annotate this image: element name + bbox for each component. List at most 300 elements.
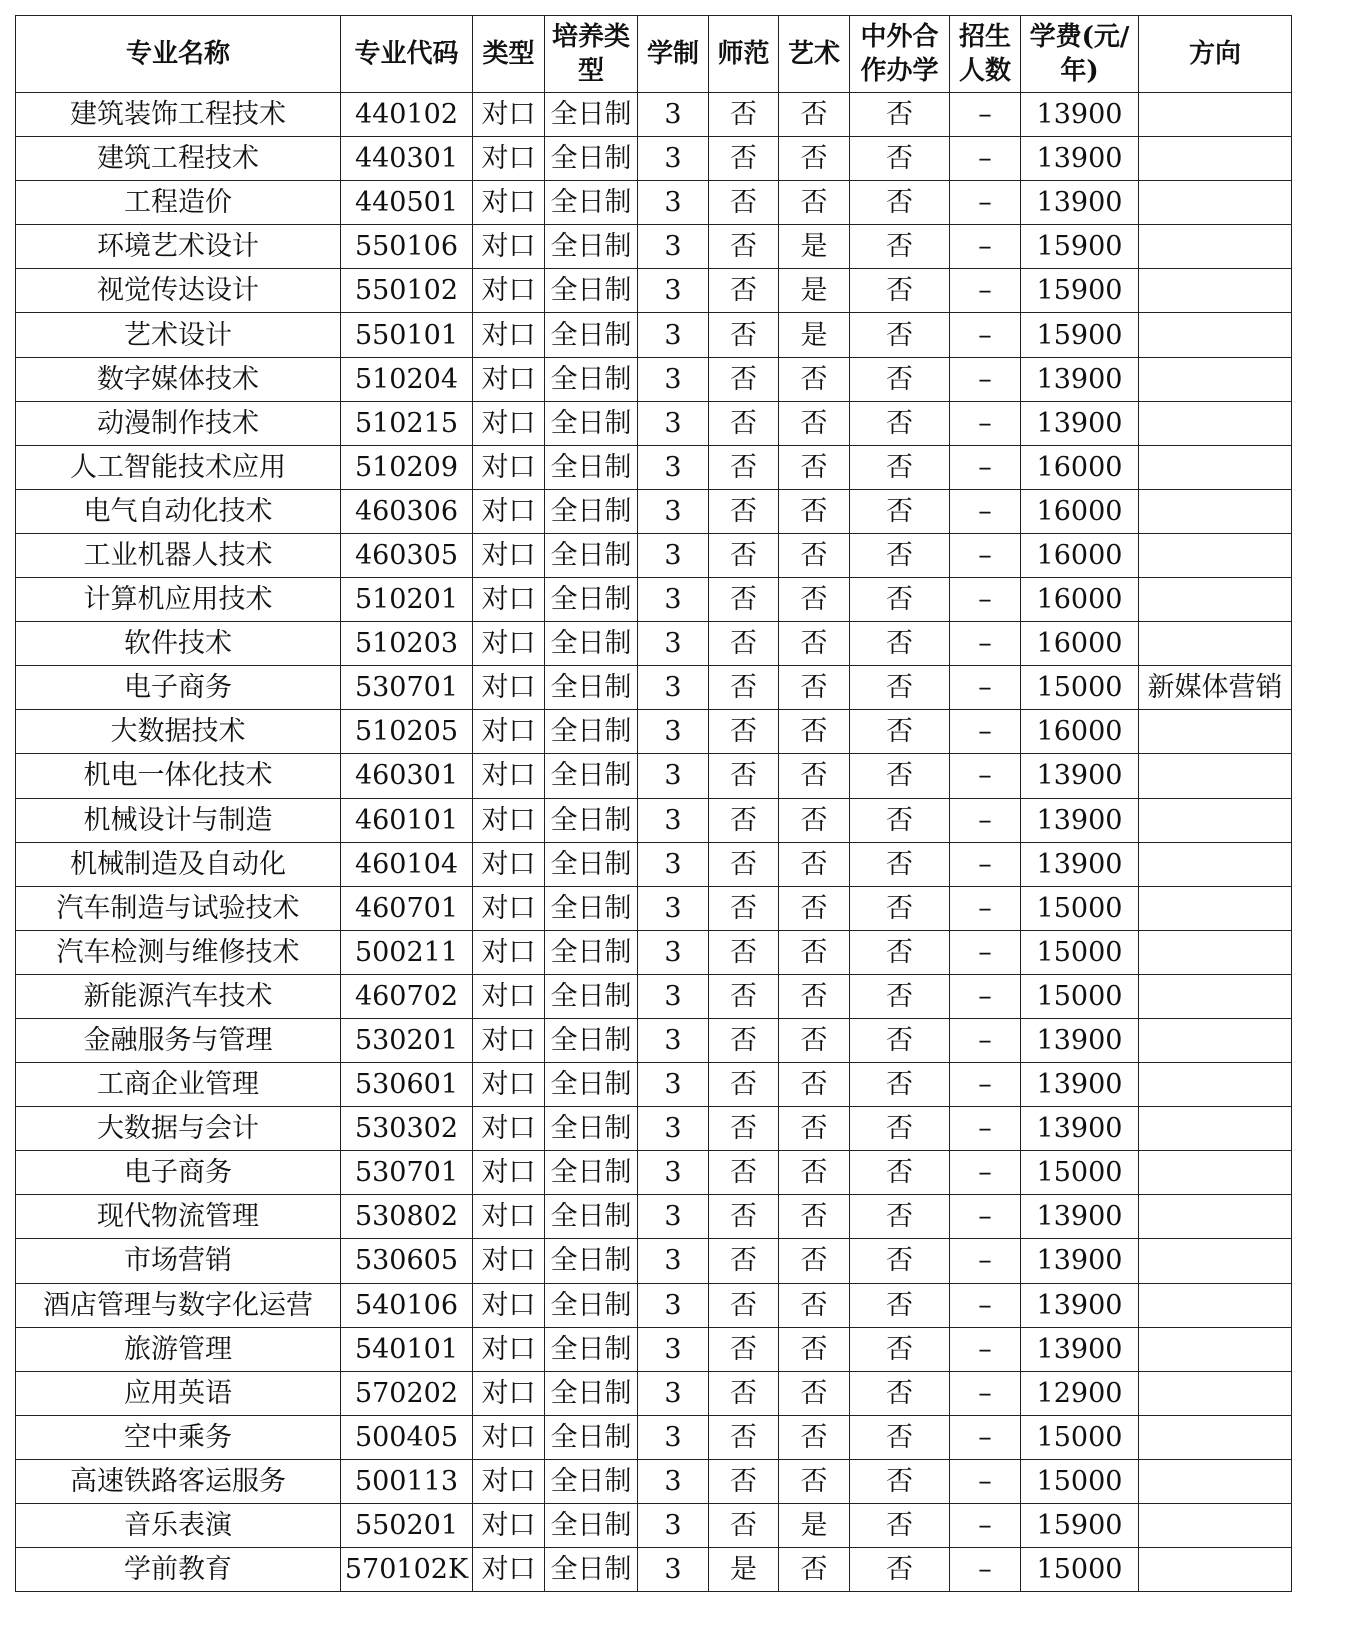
- cell-sinoforeign: 否: [850, 93, 950, 137]
- cell-art: 否: [779, 974, 850, 1018]
- cell-quota: –: [950, 710, 1021, 754]
- cell-name: 旅游管理: [16, 1327, 341, 1371]
- cell-normal: 否: [709, 533, 779, 577]
- cell-fee: 12900: [1021, 1371, 1139, 1415]
- cell-mode: 全日制: [545, 1371, 638, 1415]
- cell-type: 对口: [473, 798, 545, 842]
- cell-fee: 16000: [1021, 445, 1139, 489]
- cell-art: 否: [779, 489, 850, 533]
- cell-type: 对口: [473, 445, 545, 489]
- cell-art: 否: [779, 798, 850, 842]
- cell-quota: –: [950, 1063, 1021, 1107]
- cell-type: 对口: [473, 930, 545, 974]
- cell-sinoforeign: 否: [850, 886, 950, 930]
- table-row: [16, 445, 1292, 489]
- cell-years: 3: [638, 1415, 709, 1459]
- cell-name: 大数据技术: [16, 710, 341, 754]
- cell-type: 对口: [473, 1063, 545, 1107]
- cell-direction: [1139, 754, 1292, 798]
- cell-direction: [1139, 1415, 1292, 1459]
- cell-art: 是: [779, 269, 850, 313]
- cell-fee: 15900: [1021, 269, 1139, 313]
- table-row: [16, 886, 1292, 930]
- table-row: [16, 1063, 1292, 1107]
- cell-normal: 否: [709, 1504, 779, 1548]
- cell-fee: 13900: [1021, 401, 1139, 445]
- cell-quota: –: [950, 1371, 1021, 1415]
- cell-code: 530201: [341, 1018, 473, 1062]
- cell-years: 3: [638, 1195, 709, 1239]
- cell-name: 艺术设计: [16, 313, 341, 357]
- cell-years: 3: [638, 357, 709, 401]
- cell-normal: 否: [709, 445, 779, 489]
- table-row: [16, 1415, 1292, 1459]
- cell-fee: 15000: [1021, 1459, 1139, 1503]
- cell-art: 否: [779, 842, 850, 886]
- cell-sinoforeign: 否: [850, 578, 950, 622]
- cell-direction: [1139, 93, 1292, 137]
- cell-sinoforeign: 否: [850, 710, 950, 754]
- cell-normal: 否: [709, 754, 779, 798]
- cell-years: 3: [638, 489, 709, 533]
- cell-normal: 否: [709, 1415, 779, 1459]
- cell-direction: [1139, 1239, 1292, 1283]
- cell-code: 510204: [341, 357, 473, 401]
- cell-type: 对口: [473, 1548, 545, 1592]
- cell-type: 对口: [473, 533, 545, 577]
- cell-name: 视觉传达设计: [16, 269, 341, 313]
- cell-mode: 全日制: [545, 1239, 638, 1283]
- column-header-art: 艺术: [779, 16, 850, 93]
- header-row: [16, 16, 1292, 93]
- cell-art: 否: [779, 1459, 850, 1503]
- cell-art: 否: [779, 357, 850, 401]
- cell-type: 对口: [473, 1239, 545, 1283]
- cell-quota: –: [950, 666, 1021, 710]
- cell-name: 工商企业管理: [16, 1063, 341, 1107]
- cell-art: 否: [779, 578, 850, 622]
- cell-sinoforeign: 否: [850, 1459, 950, 1503]
- table-row: [16, 578, 1292, 622]
- cell-code: 550106: [341, 225, 473, 269]
- cell-art: 否: [779, 1283, 850, 1327]
- cell-years: 3: [638, 269, 709, 313]
- cell-years: 3: [638, 798, 709, 842]
- cell-fee: 15900: [1021, 225, 1139, 269]
- cell-normal: 否: [709, 313, 779, 357]
- cell-years: 3: [638, 1151, 709, 1195]
- cell-code: 440501: [341, 181, 473, 225]
- cell-quota: –: [950, 1283, 1021, 1327]
- cell-mode: 全日制: [545, 181, 638, 225]
- cell-name: 计算机应用技术: [16, 578, 341, 622]
- cell-fee: 13900: [1021, 1239, 1139, 1283]
- table-row: [16, 269, 1292, 313]
- cell-fee: 15000: [1021, 1548, 1139, 1592]
- cell-normal: 否: [709, 401, 779, 445]
- cell-normal: 否: [709, 798, 779, 842]
- cell-fee: 13900: [1021, 137, 1139, 181]
- cell-code: 540101: [341, 1327, 473, 1371]
- cell-sinoforeign: 否: [850, 445, 950, 489]
- table-row: [16, 1548, 1292, 1592]
- cell-sinoforeign: 否: [850, 489, 950, 533]
- cell-normal: 否: [709, 622, 779, 666]
- cell-mode: 全日制: [545, 137, 638, 181]
- cell-quota: –: [950, 225, 1021, 269]
- cell-quota: –: [950, 93, 1021, 137]
- cell-name: 酒店管理与数字化运营: [16, 1283, 341, 1327]
- cell-direction: [1139, 269, 1292, 313]
- cell-quota: –: [950, 1018, 1021, 1062]
- cell-direction: [1139, 710, 1292, 754]
- table-row: [16, 1151, 1292, 1195]
- cell-years: 3: [638, 1283, 709, 1327]
- cell-fee: 15900: [1021, 313, 1139, 357]
- cell-fee: 13900: [1021, 357, 1139, 401]
- cell-quota: –: [950, 842, 1021, 886]
- cell-name: 现代物流管理: [16, 1195, 341, 1239]
- cell-fee: 15000: [1021, 666, 1139, 710]
- cell-fee: 16000: [1021, 578, 1139, 622]
- cell-code: 530802: [341, 1195, 473, 1239]
- cell-name: 建筑装饰工程技术: [16, 93, 341, 137]
- cell-mode: 全日制: [545, 1151, 638, 1195]
- cell-type: 对口: [473, 93, 545, 137]
- cell-art: 否: [779, 754, 850, 798]
- cell-quota: –: [950, 313, 1021, 357]
- cell-code: 550102: [341, 269, 473, 313]
- cell-code: 460104: [341, 842, 473, 886]
- cell-mode: 全日制: [545, 445, 638, 489]
- cell-type: 对口: [473, 1415, 545, 1459]
- cell-art: 否: [779, 401, 850, 445]
- cell-sinoforeign: 否: [850, 181, 950, 225]
- cell-direction: [1139, 1371, 1292, 1415]
- cell-type: 对口: [473, 489, 545, 533]
- cell-direction: [1139, 1459, 1292, 1503]
- cell-sinoforeign: 否: [850, 401, 950, 445]
- cell-name: 电气自动化技术: [16, 489, 341, 533]
- cell-mode: 全日制: [545, 710, 638, 754]
- cell-sinoforeign: 否: [850, 1107, 950, 1151]
- cell-name: 空中乘务: [16, 1415, 341, 1459]
- cell-type: 对口: [473, 1107, 545, 1151]
- column-header-code: 专业代码: [341, 16, 473, 93]
- cell-code: 570202: [341, 1371, 473, 1415]
- cell-fee: 15000: [1021, 974, 1139, 1018]
- cell-quota: –: [950, 137, 1021, 181]
- cell-code: 510201: [341, 578, 473, 622]
- cell-quota: –: [950, 1151, 1021, 1195]
- cell-normal: 否: [709, 181, 779, 225]
- cell-code: 500113: [341, 1459, 473, 1503]
- table-row: [16, 1504, 1292, 1548]
- cell-fee: 15000: [1021, 1151, 1139, 1195]
- table-row: [16, 1283, 1292, 1327]
- cell-quota: –: [950, 1327, 1021, 1371]
- column-header-mode: 培养类型: [545, 16, 638, 93]
- column-header-sinoforeign: 中外合作办学: [850, 16, 950, 93]
- cell-sinoforeign: 否: [850, 798, 950, 842]
- table-row: [16, 1107, 1292, 1151]
- cell-fee: 15000: [1021, 930, 1139, 974]
- table-row: [16, 974, 1292, 1018]
- cell-name: 市场营销: [16, 1239, 341, 1283]
- cell-years: 3: [638, 754, 709, 798]
- cell-sinoforeign: 否: [850, 357, 950, 401]
- cell-direction: [1139, 137, 1292, 181]
- cell-direction: [1139, 489, 1292, 533]
- cell-quota: –: [950, 1195, 1021, 1239]
- cell-direction: [1139, 533, 1292, 577]
- cell-type: 对口: [473, 137, 545, 181]
- cell-direction: [1139, 886, 1292, 930]
- cell-name: 新能源汽车技术: [16, 974, 341, 1018]
- cell-sinoforeign: 否: [850, 754, 950, 798]
- cell-quota: –: [950, 357, 1021, 401]
- cell-years: 3: [638, 225, 709, 269]
- cell-quota: –: [950, 578, 1021, 622]
- cell-direction: [1139, 1018, 1292, 1062]
- cell-sinoforeign: 否: [850, 666, 950, 710]
- cell-quota: –: [950, 1239, 1021, 1283]
- cell-direction: [1139, 974, 1292, 1018]
- cell-mode: 全日制: [545, 1327, 638, 1371]
- cell-type: 对口: [473, 1018, 545, 1062]
- cell-art: 否: [779, 1107, 850, 1151]
- cell-mode: 全日制: [545, 1548, 638, 1592]
- cell-mode: 全日制: [545, 798, 638, 842]
- cell-fee: 13900: [1021, 181, 1139, 225]
- cell-normal: 否: [709, 666, 779, 710]
- cell-years: 3: [638, 1063, 709, 1107]
- cell-quota: –: [950, 1548, 1021, 1592]
- cell-mode: 全日制: [545, 1195, 638, 1239]
- column-header-normal: 师范: [709, 16, 779, 93]
- cell-normal: 否: [709, 1327, 779, 1371]
- cell-name: 人工智能技术应用: [16, 445, 341, 489]
- cell-fee: 15900: [1021, 1504, 1139, 1548]
- cell-name: 机械设计与制造: [16, 798, 341, 842]
- cell-quota: –: [950, 181, 1021, 225]
- cell-direction: [1139, 842, 1292, 886]
- cell-normal: 否: [709, 1018, 779, 1062]
- cell-normal: 否: [709, 710, 779, 754]
- cell-direction: [1139, 930, 1292, 974]
- table-header: [16, 16, 1292, 93]
- cell-mode: 全日制: [545, 357, 638, 401]
- cell-art: 否: [779, 1239, 850, 1283]
- cell-fee: 13900: [1021, 93, 1139, 137]
- cell-type: 对口: [473, 1459, 545, 1503]
- table-row: [16, 622, 1292, 666]
- cell-quota: –: [950, 489, 1021, 533]
- table-row: [16, 842, 1292, 886]
- cell-quota: –: [950, 974, 1021, 1018]
- cell-years: 3: [638, 1459, 709, 1503]
- column-header-direction: 方向: [1139, 16, 1292, 93]
- cell-fee: 13900: [1021, 1107, 1139, 1151]
- cell-fee: 16000: [1021, 533, 1139, 577]
- cell-normal: 否: [709, 1371, 779, 1415]
- cell-art: 否: [779, 181, 850, 225]
- cell-code: 510205: [341, 710, 473, 754]
- cell-normal: 否: [709, 357, 779, 401]
- cell-mode: 全日制: [545, 401, 638, 445]
- table-row: [16, 666, 1292, 710]
- cell-name: 汽车制造与试验技术: [16, 886, 341, 930]
- cell-normal: 否: [709, 1151, 779, 1195]
- cell-quota: –: [950, 269, 1021, 313]
- cell-code: 570102K: [341, 1548, 473, 1592]
- cell-mode: 全日制: [545, 1283, 638, 1327]
- cell-type: 对口: [473, 357, 545, 401]
- cell-sinoforeign: 否: [850, 930, 950, 974]
- cell-code: 530701: [341, 1151, 473, 1195]
- cell-normal: 否: [709, 1107, 779, 1151]
- cell-quota: –: [950, 445, 1021, 489]
- cell-type: 对口: [473, 666, 545, 710]
- cell-code: 530302: [341, 1107, 473, 1151]
- table-row: [16, 798, 1292, 842]
- cell-name: 环境艺术设计: [16, 225, 341, 269]
- cell-years: 3: [638, 445, 709, 489]
- table-row: [16, 313, 1292, 357]
- cell-art: 否: [779, 137, 850, 181]
- cell-sinoforeign: 否: [850, 137, 950, 181]
- cell-normal: 否: [709, 930, 779, 974]
- cell-quota: –: [950, 1107, 1021, 1151]
- table-body: [16, 93, 1292, 1592]
- cell-code: 530605: [341, 1239, 473, 1283]
- table-row: [16, 1195, 1292, 1239]
- cell-sinoforeign: 否: [850, 1415, 950, 1459]
- table-row: [16, 357, 1292, 401]
- cell-sinoforeign: 否: [850, 1283, 950, 1327]
- cell-name: 数字媒体技术: [16, 357, 341, 401]
- cell-type: 对口: [473, 225, 545, 269]
- cell-type: 对口: [473, 1195, 545, 1239]
- cell-code: 550101: [341, 313, 473, 357]
- cell-type: 对口: [473, 1151, 545, 1195]
- cell-name: 动漫制作技术: [16, 401, 341, 445]
- cell-years: 3: [638, 622, 709, 666]
- table-row: [16, 533, 1292, 577]
- cell-art: 否: [779, 930, 850, 974]
- cell-mode: 全日制: [545, 622, 638, 666]
- table-row: [16, 137, 1292, 181]
- cell-sinoforeign: 否: [850, 1327, 950, 1371]
- cell-art: 否: [779, 93, 850, 137]
- cell-code: 460305: [341, 533, 473, 577]
- cell-quota: –: [950, 401, 1021, 445]
- cell-art: 否: [779, 1415, 850, 1459]
- cell-art: 否: [779, 1195, 850, 1239]
- cell-direction: [1139, 225, 1292, 269]
- cell-mode: 全日制: [545, 578, 638, 622]
- table-row: [16, 225, 1292, 269]
- cell-fee: 13900: [1021, 842, 1139, 886]
- cell-mode: 全日制: [545, 225, 638, 269]
- column-header-name: 专业名称: [16, 16, 341, 93]
- cell-type: 对口: [473, 1371, 545, 1415]
- cell-art: 是: [779, 313, 850, 357]
- cell-quota: –: [950, 798, 1021, 842]
- cell-years: 3: [638, 886, 709, 930]
- cell-normal: 否: [709, 1195, 779, 1239]
- cell-normal: 否: [709, 842, 779, 886]
- cell-normal: 是: [709, 1548, 779, 1592]
- cell-art: 否: [779, 1063, 850, 1107]
- cell-code: 460701: [341, 886, 473, 930]
- table-row: [16, 489, 1292, 533]
- cell-type: 对口: [473, 578, 545, 622]
- cell-years: 3: [638, 1107, 709, 1151]
- cell-quota: –: [950, 1459, 1021, 1503]
- cell-code: 460306: [341, 489, 473, 533]
- cell-normal: 否: [709, 886, 779, 930]
- cell-name: 软件技术: [16, 622, 341, 666]
- table-row: [16, 1459, 1292, 1503]
- cell-years: 3: [638, 842, 709, 886]
- cell-quota: –: [950, 533, 1021, 577]
- cell-normal: 否: [709, 1063, 779, 1107]
- cell-mode: 全日制: [545, 930, 638, 974]
- column-header-type: 类型: [473, 16, 545, 93]
- cell-art: 否: [779, 445, 850, 489]
- cell-code: 510215: [341, 401, 473, 445]
- cell-sinoforeign: 否: [850, 1548, 950, 1592]
- cell-years: 3: [638, 1239, 709, 1283]
- cell-art: 否: [779, 1548, 850, 1592]
- cell-years: 3: [638, 666, 709, 710]
- cell-direction: [1139, 1063, 1292, 1107]
- cell-code: 500211: [341, 930, 473, 974]
- cell-type: 对口: [473, 974, 545, 1018]
- cell-years: 3: [638, 533, 709, 577]
- cell-direction: 新媒体营销: [1139, 666, 1292, 710]
- cell-art: 否: [779, 1151, 850, 1195]
- cell-type: 对口: [473, 622, 545, 666]
- cell-mode: 全日制: [545, 974, 638, 1018]
- cell-art: 否: [779, 886, 850, 930]
- cell-direction: [1139, 1504, 1292, 1548]
- cell-fee: 13900: [1021, 1195, 1139, 1239]
- cell-name: 机械制造及自动化: [16, 842, 341, 886]
- cell-art: 否: [779, 533, 850, 577]
- cell-fee: 13900: [1021, 798, 1139, 842]
- table-row: [16, 754, 1292, 798]
- cell-code: 510203: [341, 622, 473, 666]
- cell-quota: –: [950, 622, 1021, 666]
- cell-quota: –: [950, 754, 1021, 798]
- cell-type: 对口: [473, 1327, 545, 1371]
- cell-type: 对口: [473, 269, 545, 313]
- cell-sinoforeign: 否: [850, 1371, 950, 1415]
- cell-type: 对口: [473, 181, 545, 225]
- cell-direction: [1139, 401, 1292, 445]
- table-row: [16, 710, 1292, 754]
- cell-direction: [1139, 798, 1292, 842]
- cell-mode: 全日制: [545, 1107, 638, 1151]
- cell-sinoforeign: 否: [850, 622, 950, 666]
- cell-sinoforeign: 否: [850, 533, 950, 577]
- cell-years: 3: [638, 578, 709, 622]
- cell-code: 440102: [341, 93, 473, 137]
- cell-quota: –: [950, 1415, 1021, 1459]
- table-row: [16, 181, 1292, 225]
